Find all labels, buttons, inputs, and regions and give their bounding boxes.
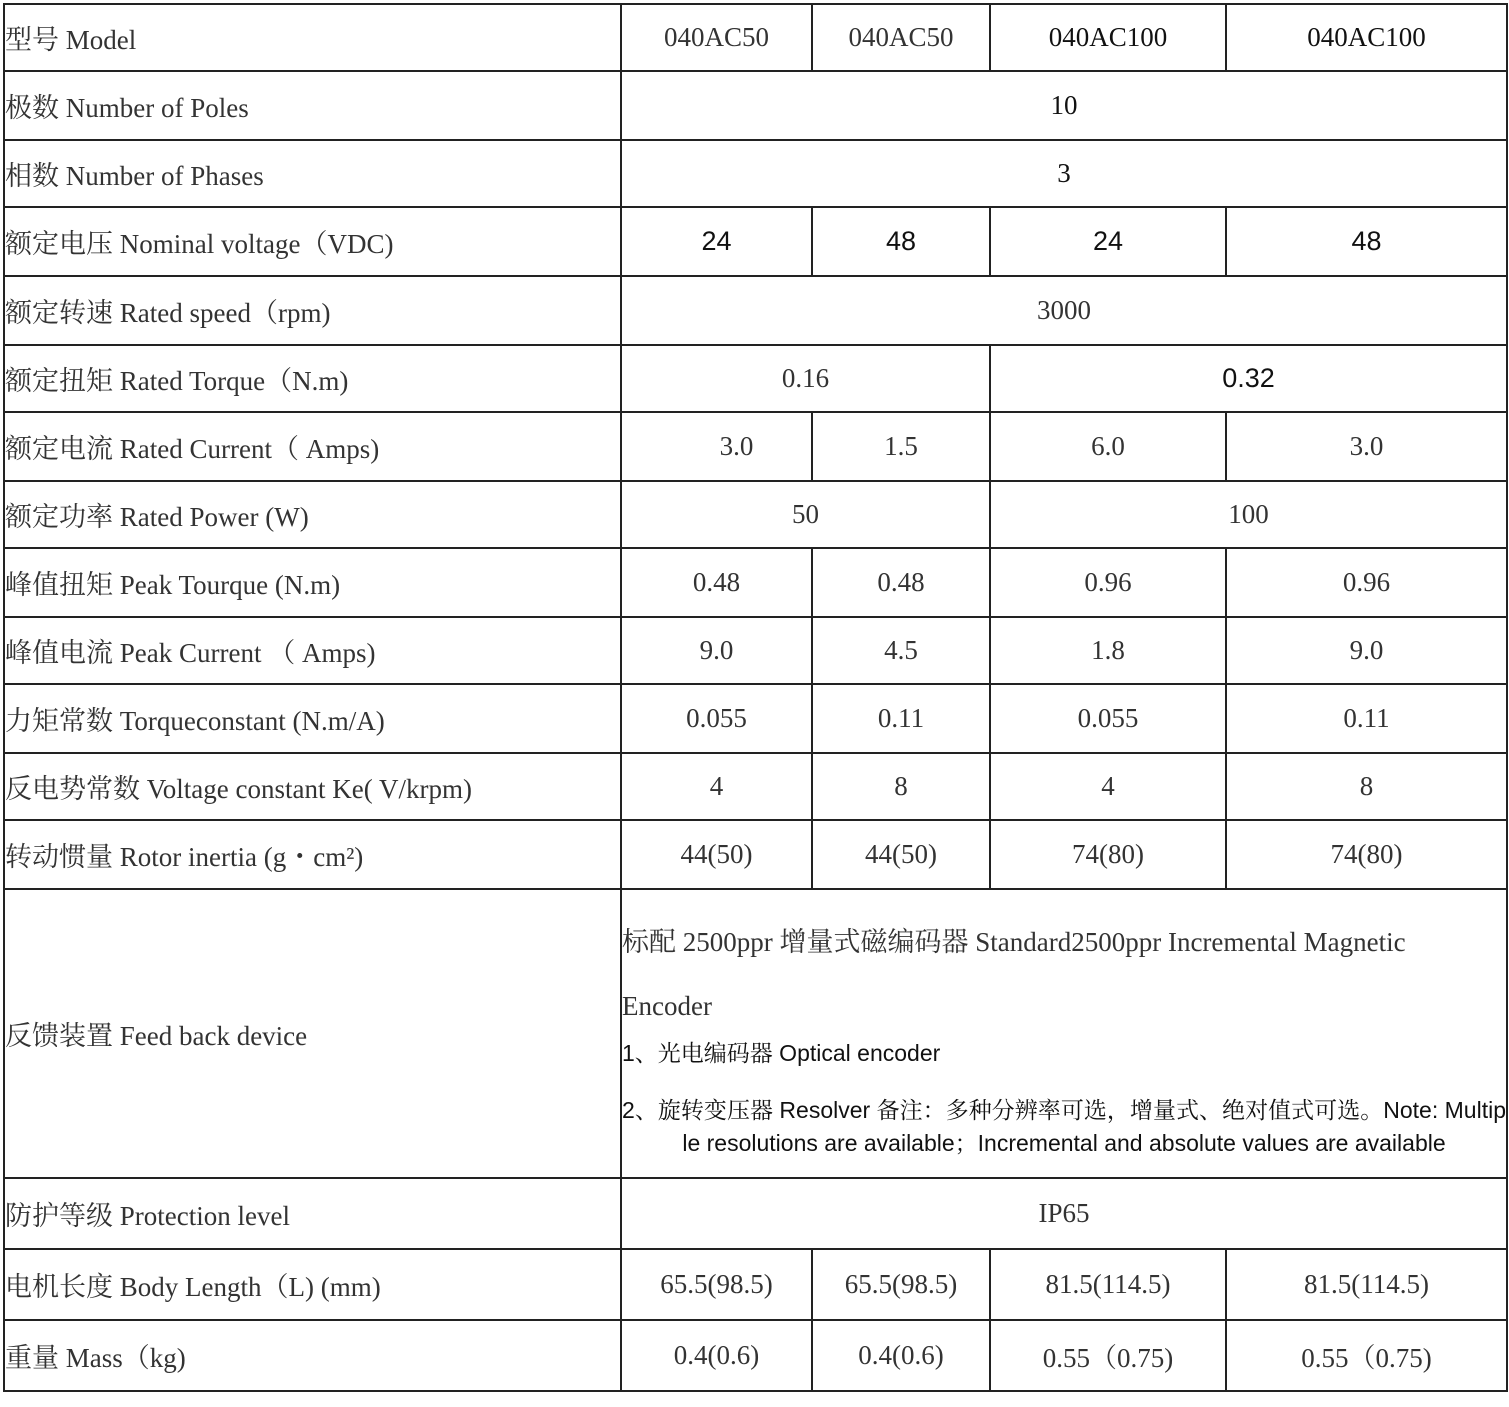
- peak-torque-value: 0.48: [812, 548, 990, 617]
- row-protection: [4, 1178, 1507, 1249]
- peak-current-label: 峰值电流 Peak Current （ Amps): [4, 617, 621, 684]
- mass-value: 0.55（0.75): [1226, 1320, 1507, 1391]
- voltage-value: 24: [990, 207, 1226, 276]
- power-value: 50: [621, 481, 990, 548]
- row-inertia: [4, 820, 1507, 889]
- row-poles: [4, 71, 1507, 140]
- row-torque: [4, 345, 1507, 412]
- model-value: 040AC100: [990, 4, 1226, 71]
- poles-label: 极数 Number of Poles: [4, 71, 621, 140]
- phases-label: 相数 Number of Phases: [4, 140, 621, 207]
- voltage-constant-label: 反电势常数 Voltage constant Ke( V/krpm): [4, 753, 621, 820]
- feedback-label: 反馈装置 Feed back device: [4, 889, 621, 1178]
- current-label: 额定电流 Rated Current（ Amps): [4, 412, 621, 481]
- current-value: 3.0: [621, 412, 812, 481]
- row-voltage: [4, 207, 1507, 276]
- peak-torque-label: 峰值扭矩 Peak Tourque (N.m): [4, 548, 621, 617]
- peak-current-value: 9.0: [1226, 617, 1507, 684]
- length-value: 81.5(114.5): [1226, 1249, 1507, 1320]
- current-value: 1.5: [812, 412, 990, 481]
- voltage-constant-value: 8: [1226, 753, 1507, 820]
- torque-constant-value: 0.11: [1226, 684, 1507, 753]
- torque-constant-value: 0.11: [812, 684, 990, 753]
- inertia-value: 44(50): [621, 820, 812, 889]
- torque-constant-label: 力矩常数 Torqueconstant (N.m/A): [4, 684, 621, 753]
- row-power: [4, 481, 1507, 548]
- peak-torque-value: 0.96: [990, 548, 1226, 617]
- row-peak-torque: [4, 548, 1507, 617]
- row-phases: [4, 140, 1507, 207]
- row-model: [4, 4, 1507, 71]
- spec-table: [3, 3, 1508, 1392]
- phases-value: 3: [621, 140, 1507, 207]
- mass-label: 重量 Mass（kg): [4, 1320, 621, 1391]
- feedback-option-resolver: 2、旋转变压器 Resolver 备注：多种分辨率可选，增量式、绝对值式可选。Note: Multiple resolutions are available；Incremental and absolute values are available: [622, 1096, 1506, 1156]
- voltage-constant-value: 4: [621, 753, 812, 820]
- length-label: 电机长度 Body Length（L) (mm): [4, 1249, 621, 1320]
- torque-constant-value: 0.055: [990, 684, 1226, 753]
- peak-current-value: 4.5: [812, 617, 990, 684]
- row-current: [4, 412, 1507, 481]
- length-value: 65.5(98.5): [621, 1249, 812, 1320]
- peak-torque-value: 0.96: [1226, 548, 1507, 617]
- voltage-value: 24: [621, 207, 812, 276]
- current-value: 6.0: [990, 412, 1226, 481]
- power-label: 额定功率 Rated Power (W): [4, 481, 621, 548]
- row-voltage-constant: [4, 753, 1507, 820]
- inertia-label: 转动惯量 Rotor inertia (g・cm²): [4, 820, 621, 889]
- voltage-value: 48: [812, 207, 990, 276]
- mass-value: 0.55（0.75): [990, 1320, 1226, 1391]
- voltage-constant-value: 4: [990, 753, 1226, 820]
- speed-value: 3000: [621, 276, 1507, 345]
- inertia-value: 44(50): [812, 820, 990, 889]
- mass-value: 0.4(0.6): [812, 1320, 990, 1391]
- protection-value: IP65: [621, 1178, 1507, 1249]
- protection-label: 防护等级 Protection level: [4, 1178, 621, 1249]
- inertia-value: 74(80): [1226, 820, 1507, 889]
- power-value: 100: [990, 481, 1507, 548]
- mass-value: 0.4(0.6): [621, 1320, 812, 1391]
- row-torque-constant: [4, 684, 1507, 753]
- model-value: 040AC50: [621, 4, 812, 71]
- voltage-label: 额定电压 Nominal voltage（VDC): [4, 207, 621, 276]
- feedback-standard-cont: Encoder: [622, 990, 712, 1021]
- row-peak-current: [4, 617, 1507, 684]
- feedback-option-optical: 1、光电编码器 Optical encoder: [622, 1039, 941, 1066]
- torque-value: 0.32: [990, 345, 1507, 412]
- voltage-constant-value: 8: [812, 753, 990, 820]
- model-value: 040AC100: [1226, 4, 1507, 71]
- torque-value: 0.16: [621, 345, 990, 412]
- peak-current-value: 9.0: [621, 617, 812, 684]
- model-value: 040AC50: [812, 4, 990, 71]
- peak-torque-value: 0.48: [621, 548, 812, 617]
- length-value: 81.5(114.5): [990, 1249, 1226, 1320]
- row-mass: [4, 1320, 1507, 1391]
- peak-current-value: 1.8: [990, 617, 1226, 684]
- speed-label: 额定转速 Rated speed（rpm): [4, 276, 621, 345]
- voltage-value: 48: [1226, 207, 1507, 276]
- inertia-value: 74(80): [990, 820, 1226, 889]
- row-speed: [4, 276, 1507, 345]
- row-length: [4, 1249, 1507, 1320]
- feedback-standard: 标配 2500ppr 增量式磁编码器 Standard2500ppr Incremental Magnetic: [622, 926, 1406, 957]
- current-value: 3.0: [1226, 412, 1507, 481]
- model-label: 型号 Model: [4, 4, 621, 71]
- torque-label: 额定扭矩 Rated Torque（N.m): [4, 345, 621, 412]
- poles-value: 10: [621, 71, 1507, 140]
- row-feedback: [4, 889, 1507, 1178]
- torque-constant-value: 0.055: [621, 684, 812, 753]
- length-value: 65.5(98.5): [812, 1249, 990, 1320]
- feedback-value: [621, 889, 1507, 1178]
